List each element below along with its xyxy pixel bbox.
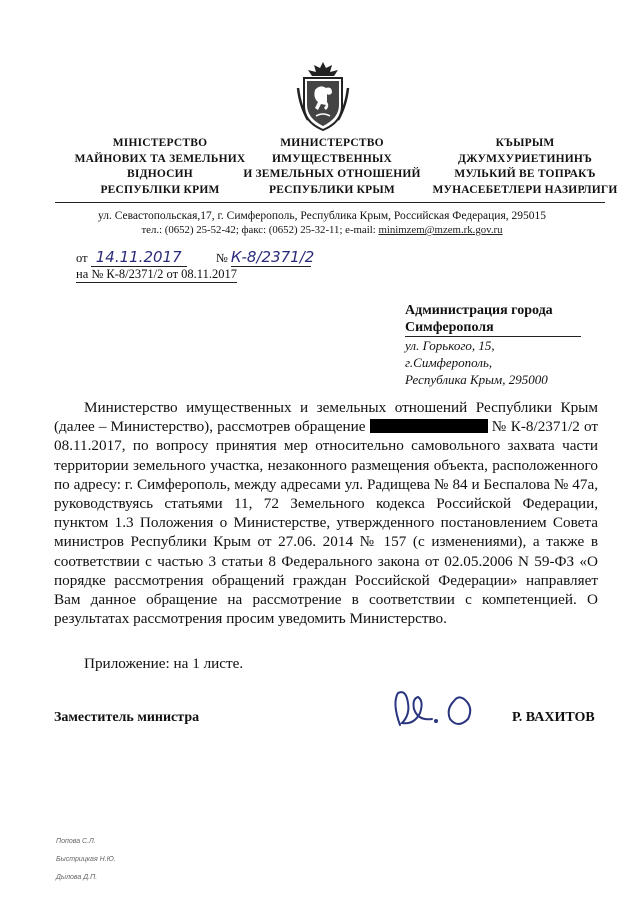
header-ru-line: И ЗЕМЕЛЬНЫХ ОТНОШЕНИЙ (243, 168, 421, 180)
phone-fax: тел.: (0652) 25-52-42; факс: (0652) 25-32-11; e-mail: (141, 224, 379, 236)
outgoing-date: 14.11.2017 (95, 248, 182, 266)
header-ua-line: МІНІСТЕРСТВО (112, 137, 208, 149)
redaction-bar (370, 419, 488, 433)
executor-line: Быстрицкая Н.Ю. (56, 856, 116, 863)
header-divider (55, 202, 605, 203)
reply-reference: на № К-8/2371/2 от 08.11.2017 (76, 267, 237, 281)
signatory-role: Заместитель министра (54, 710, 200, 725)
header-crimean-tatar (420, 136, 630, 198)
signatory-name: Р. ВАХИТОВ (512, 710, 595, 725)
number-label: № (215, 251, 228, 265)
header-ru-line: МИНИСТЕРСТВО (280, 137, 384, 149)
body-text-rest: № К-8/2371/2 от 08.11.2017, по вопросу принятия мер относительно самовольного захвата части территории земельного участка, незаконного размещения объекта, расположенного по адресу: г. Симферополь, между адресами ул. Радищева № 84 и Беспалова № 47а, руководствуясь статьями 11, 72 Земельного кодекса Российской Федерации, пунктом 1.3 Положения о Министерстве, утвержденного постановлением Совета министров Республики Крым от 27.06. 2014 № 157 (с изменениями), а также в соответствии с частью 3 статьи 8 Федерального закона от 02.05.2006 N 59-ФЗ «О порядке рассмотрения обращений граждан Российской Федерации» направляет Вам данное обращение на рассмотрение в соответствии с компетенцией. О результатах рассмотрения просим уведомить Министерство. (54, 418, 599, 628)
address-line: ул. Севастопольская,17, г. Симферополь, Республика Крым, Российская Федерация, 295015 (97, 210, 546, 222)
addressee-street: ул. Горького, 15, (405, 338, 495, 353)
header-ct-line: КЪЫРЫМ (495, 137, 555, 149)
header-ru-line: РЕСПУБЛИКИ КРЫМ (269, 183, 395, 196)
outgoing-number: К-8/2371/2 (230, 248, 315, 266)
attachment-note: Приложение: на 1 листе. (84, 655, 244, 672)
header-ua-line: ВІДНОСИН (127, 168, 193, 180)
addressee-org-line1: Администрация города (405, 303, 553, 318)
addressee-block (405, 302, 625, 388)
addressee-region: Республика Крым, 295000 (405, 372, 548, 387)
header-ct-line: МУНАСЕБЕТЛЕРИ НАЗИРЛИГИ (432, 183, 618, 196)
handwritten-signature (388, 685, 498, 735)
header-ct-line: ДЖУМХУРИЕТИНИНЪ (457, 152, 593, 165)
header-ct-line: МУЛЬКИЙ ВЕ ТОПРАКЪ (454, 168, 596, 180)
outgoing-number-field (230, 248, 315, 267)
executor-line: Дылова Д.П. (56, 874, 98, 881)
header-ru-line: ИМУЩЕСТВЕННЫХ (272, 152, 392, 165)
header-ua-line: МАЙНОВИХ ТА ЗЕМЕЛЬНИХ (74, 152, 246, 165)
header-ua-line: РЕСПУБЛІКИ КРИМ (100, 183, 220, 196)
addressee-city: г.Симферополь, (405, 355, 493, 370)
body-text-start: Министерство имущественных и земельных отношений Республики Крым (далее – Министерство), рассмотрев обращение (54, 399, 598, 436)
outgoing-date-field (91, 249, 187, 267)
letter-body (54, 398, 598, 628)
email-link[interactable]: minimzem@mzem.rk.gov.ru (378, 224, 503, 236)
body-paragraph (54, 398, 598, 628)
outgoing-reference (76, 248, 315, 267)
contact-line (0, 223, 644, 237)
from-label: от (76, 251, 88, 265)
executor-line: Попова С.Л. (56, 838, 96, 845)
addressee-org-line2: Симферополя (405, 319, 581, 337)
header-russian (222, 136, 442, 198)
coat-of-arms-icon (296, 60, 350, 132)
